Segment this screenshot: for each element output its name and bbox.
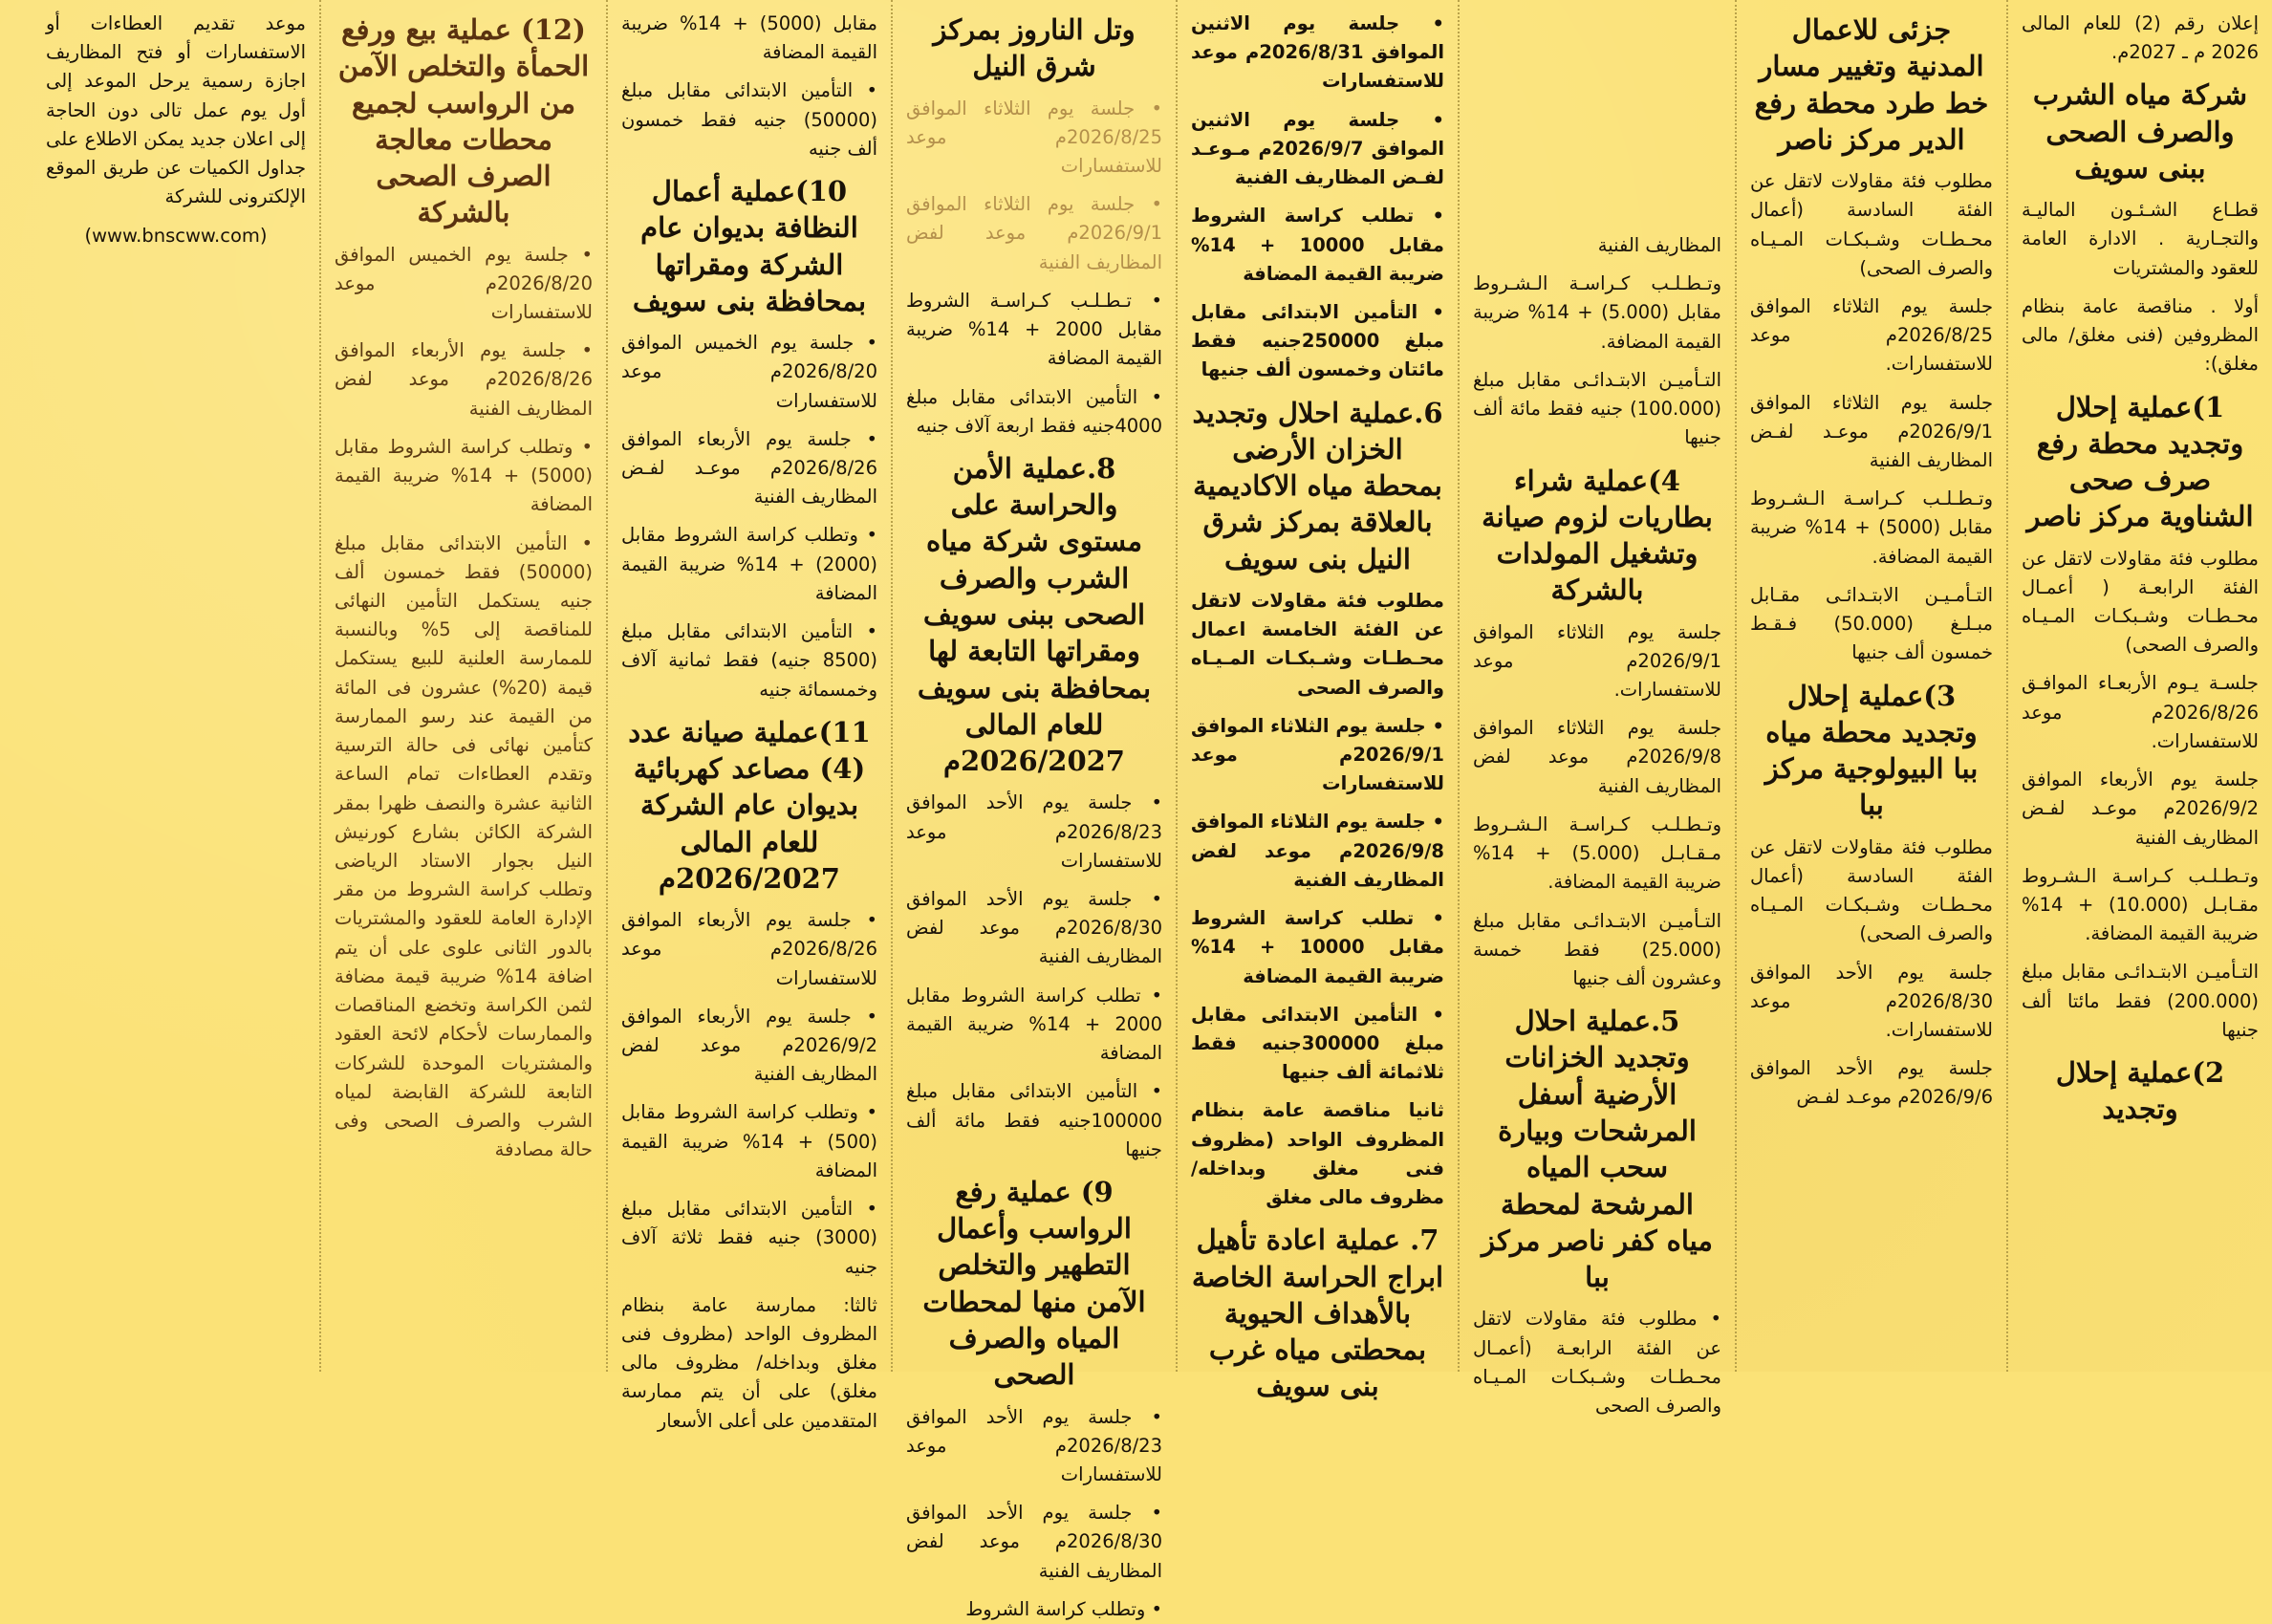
tender-paragraph: • جلسة يوم الأربعاء الموافق 2026/8/26م موعـد لفـض المظاريف الفنية [621,427,877,509]
column-4 [1176,0,1458,1403]
tender-paragraph: مطلوب فئة مقاولات لاتقل عن الفئة الرابعـة ( أعمـال محـطـات وشـبكـات المـيـاه والصرف الصحى) [2022,547,2259,657]
tender-paragraph: جلسة يوم الثلاثاء الموافق 2026/8/25م موعد للاستفسارات. [1750,294,1993,376]
tender-paragraph: ثالثا: ممارسة عامة بنظام المظروف الواحد (مظروف فنى مغلق وبداخله/ مظروف مالى مغلق) على أن يتم ممارسة المتقدمين على أعلى الأسعار [621,1293,877,1432]
column-6 [606,0,891,1432]
website-link: (www.bnscww.com) [84,224,268,247]
tender-paragraph: • وتطلب كراسة الشروط مقابل (500) + 14% ضريبة القيمة المضافة [621,1101,877,1181]
column-8 [32,0,319,1372]
tender-paragraph: • التأمين الابتدائى مقابل مبلغ 300000جنيه فقط ثلاثمائة ألف جنيها [1191,1003,1444,1084]
tender-paragraph: جلسة يوم الثلاثاء الموافق 2026/9/1م موعـد لفـض المظاريف الفنية [1750,391,1993,472]
tender-paragraph: • جلسة يوم الأربعاء الموافق 2026/8/26م موعد للاستفسارات [621,909,877,989]
tender-paragraph: التـأمـيـن الابتـدائـى مقـابل مبـلـغ (50.000) فـقـط خمسون ألف جنيها [1750,583,1993,664]
tender-paragraph: • تطلب كراسة الشروط مقابل 2000 + 14% ضريبة القيمة المضافة [906,984,1162,1065]
tender-paragraph: جلسة يوم الأحد الموافق 2026/9/6م موعـد لفـض [1750,1057,1993,1109]
tender-paragraph: المظاريف الفنية [1597,234,1721,256]
tender-heading: 8.عملية الأمن والحراسة على مستوى شركة مياه الشرب والصرف الصحى ببنى سويف ومقراتها التابعة لها بمحافظة بنى سويف للعام المالى 2026/2027م [917,451,1152,778]
tender-paragraph: • التأمين الابتدائى مقابل مبلغ 250000جنيه فقط مائتان وخمسون ألف جنيها [1191,300,1444,381]
tender-paragraph: وتـطـلـب كـراسـة الـشـروط مقابل (5.000) + 14% ضريبة القيمة المضافة. [1473,272,1721,353]
tender-heading: 5.عملية احلال وتجديد الخزانات الأرضية أسفل المرشحات وبيارة سحب المياه المرشحة لمحطة مياه كفر ناصر مركز ببا [1482,1005,1713,1294]
tender-paragraph: • التأمين الابتدائى مقابل مبلغ 4000جنيه فقط اربعة آلاف جنيه [906,385,1162,437]
tender-paragraph: • تـطـلـب كـراسـة الشروط مقابل 2000 + 14% ضريبة القيمة المضافة [906,289,1162,370]
tender-paragraph: • جلسة يوم الثلاثاء الموافق 2026/9/1م موعد لفض المظاريف الفنية [906,193,1162,273]
tender-paragraph: • جلسة يوم الخميس الموافق 2026/8/20م موعد للاستفسارات [621,332,877,412]
tender-paragraph: • جلسة يوم الأحد الموافق 2026/8/30م موعد لفض المظاريف الفنية [906,1502,1162,1582]
tender-paragraph: التـأميـن الابتـدائـى مقابل مبلغ (200.000) فقط مائتا ألف جنيها [2022,961,2259,1041]
tender-heading: وتل الناروز بمركز شرق النيل [933,13,1136,83]
tender-heading: 2)عملية إحلال وتجديد [2055,1056,2225,1126]
tender-paragraph: وتـطـلـب كـراسـة الـشـروط مـقـابـل (5.000) + 14% ضريبة القيمة المضافة. [1473,812,1722,894]
tender-heading: 11)عملية صيانة عدد (4) مصاعد كهربائية بديوان عام الشركة للعام المالى 2026/2027م [628,715,871,895]
tender-paragraph: • التأمين الابتدائى مقابل مبلغ (3000) جنيه فقط ثلاثة آلاف جنيه [621,1198,877,1278]
tender-paragraph: • جلسة يوم الأربعاء الموافق 2026/8/26م موعد لفض المظاريف الفنية [335,339,593,420]
tender-paragraph: • جلسة يوم الاثنين الموافق 2026/9/7م مـوعـد لفـض المظاريف الفنية [1191,108,1445,189]
tender-paragraph: • جلسة يوم الأربعاء الموافق 2026/9/2م موعد لفض المظاريف الفنية [621,1005,877,1086]
tender-paragraph: • جلسة يوم الأحد الموافق 2026/8/30م موعد لفض المظاريف الفنية [906,887,1162,968]
tender-paragraph: مطلوب فئة مقاولات لاتقل عن الفئة السادسة (أعمال محـطـات وشـبكـات المـيـاه والصرف الصحى) [1750,835,1993,945]
tender-heading: جزئى للاعمال المدنية وتغيير مسار خط طرد محطة رفع الدير مركز ناصر [1754,13,1989,156]
tender-paragraph: • وتطلب كراسة الشروط مقابل (2000) + 14% ضريبة القيمة المضافة [621,524,877,604]
tender-heading: 10)عملية أعمال النظافة بديوان عام الشركة ومقراتها بمحافظة بنى سويف [632,175,867,317]
tender-paragraph: • التأمين الابتدائى مقابل مبلغ (8500 جنيه) فقط ثمانية آلاف وخمسمائة جنيه [621,620,877,701]
tender-paragraph: ثانيا مناقصة عامة بنظام المظروف الواحد (مظروف فنى مغلق وبداخله/ مظروف مالى مغلق [1191,1099,1444,1209]
tender-paragraph: جلسة يوم الأربعاء الموافق 2026/9/2م موعـد لفـض المظاريف الفنية [2022,769,2259,849]
column-3 [1458,0,1735,1417]
tender-heading: 4)عملية شراء بطاريات لزوم صيانة وتشغيل المولدات بالشركة [1482,464,1713,607]
tender-paragraph: • جلسة يوم الأحد الموافق 2026/8/23م موعد للاستفسارات [906,1405,1162,1485]
tender-paragraph: وتـطـلـب كـراسـة الـشـروط مقـابـل (10.000) + 14% ضريبة القيمة المضافة. [2022,864,2259,945]
tender-paragraph: • التأمين الابتدائى مقابل مبلغ 100000جنيه فقط مائة ألف جنيها [906,1080,1162,1160]
tender-paragraph: التـأميـن الابتـدائـى مقابل مبلغ (100.000) جنيه فقط مائة ألف جنيها [1473,368,1721,449]
tender-heading: شركة مياه الشرب والصرف الصحى ببنى سويف [2032,78,2248,184]
tender-paragraph: • جلسة يوم الثلاثاء الموافق 2026/9/1م موعد للاستفسارات [1191,714,1444,795]
tender-paragraph: موعد تقديم العطاءات أو الاستفسارات أو فتح المظاريف اجازة رسمية يرحل الموعد إلى أول يوم عمل تالى دون الحاجة إلى اعلان جديد يمكن الاطلاع على جداول الكميات عن طريق الموقع الإلكترونى للشركة [46,12,306,208]
tender-paragraph: • جلسة يوم الاثنين الموافق 2026/8/31م موعد للاستفسارات [1191,12,1445,93]
tender-heading: 1)عملية إحلال وتجديد محطة رفع صرف صحى الشناوية مركز ناصر [2026,390,2254,533]
tender-paragraph: وتـطـلـب كـراسـة الـشـروط مقابل (5000) + 14% ضريبة القيمة المضافة. [1750,487,1993,568]
tender-paragraph: • تطلب كراسة الشروط مقابل 10000 + 14% ضريبة القيمة المضافة [1191,907,1444,987]
tender-paragraph: إعلان رقم (2) للعام المالى 2026 م ـ 2027م. [2022,12,2259,64]
column-7 [319,0,606,1372]
tender-paragraph: • جلسة يوم الثلاثاء الموافق 2026/9/8م موعد لفض المظاريف الفنية [1191,811,1444,891]
tender-heading: 7. عملية اعادة تأهيل ابراج الحراسة الخاصة بالأهداف الحيوية بمحطتى مياه غرب بنى سويف [1191,1223,1444,1403]
tender-paragraph: • التأمين الابتدائى مقابل مبلغ (50000) فقط خمسون ألف جنيه يستكمل التأمين النهائى للمناقصة إلى 5% وبالنسبة للممارسة العلنية للبيع يستكمل قيمة (20%) عشرون فى المائة من القيمة عند رسو الممارسة كتأمين نهائى فى حالة الترسية وتقدم العطاءات تمام الساعة الثانية عشرة والنصف ظهرا بمقر الشركة الكائن بشارع كورنيش النيل بجوار الاستاد الرياضى وتطلب كراسة الشروط من مقر الإدارة العامة للعقود والمشتريات بالدور الثانى علوى على أن يتم اضافة 14% ضريبة قيمة مضافة لثمن الكراسة وتخضع المناقصات والممارسات لأحكام لائحة العقود والمشتريات الموحدة للشركات التابعة للشركة القابضة لمياه الشرب والصرف الصحى وفى حالة مصادفة [335,531,593,1161]
tender-paragraph: قطـاع الشـئـون الماليـة والتجـارية . الادارة العامة للعقود والمشتريات [2022,199,2259,279]
tender-paragraph: • جلسة يوم الخميس الموافق 2026/8/20م موعد للاستفسارات [335,243,593,324]
tender-paragraph: • وتطلب كراسة الشروط [965,1597,1162,1620]
column-1 [2006,0,2272,1372]
tender-paragraph: التـأميـن الابتـدائـى مقابل مبلغ (25.000) فقط خمسة وعشرون ألف جنيها [1473,909,1721,989]
tender-paragraph: جلسة يوم الثلاثاء الموافق 2026/9/1م موعد للاستفسارات. [1473,620,1721,702]
tender-heading: 6.عملية احلال وتجديد الخزان الأرضى بمحطة مياه الاكاديمية بالعلاقة بمركز شرق النيل بنى سويف [1192,396,1443,575]
tender-paragraph: • التأمين الابتدائى مقابل مبلغ (50000) جنيه فقط خمسون ألف جنيه [621,79,877,160]
tender-paragraph: مطلوب فئة مقاولات لاتقل عن الفئة الخامسة اعمال محـطـات وشـبكـات المـيـاه والصرف الصحى [1191,589,1444,699]
tender-heading: 3)عملية إحلال وتجديد محطة مياه ببا البيولوجية مركز ببا [1764,679,1979,822]
column-5 [891,0,1176,1620]
tender-paragraph: • تطلب كراسة الشروط مقابل 10000 + 14% ضريبة القيمة المضافة [1191,205,1444,285]
tender-paragraph: • جلسة يوم الثلاثاء الموافق 2026/8/25م موعد للاستفسارات [906,97,1162,177]
tender-paragraph: أولا . مناقصة عامة بنظام المظروفين (فنى مغلق/ مالى مغلق): [2022,294,2259,376]
tender-paragraph: • جلسة يوم الأحد الموافق 2026/8/23م موعد للاستفسارات [906,791,1162,872]
tender-paragraph: مطلوب فئة مقاولات لاتقل عن الفئة السادسة (أعمال محـطـات وشـبكـات المـيـاه والصرف الصحى) [1750,170,1993,279]
tender-heading: (12) عملية بيع ورفع الحمأة والتخلص الآمن من الرواسب لجميع محطات معالجة الصرف الصحى بالشركة [337,13,590,229]
tender-paragraph: جلسة يوم الثلاثاء الموافق 2026/9/8م موعد لفض المظاريف الفنية [1473,717,1721,797]
column-2 [1735,0,2006,1372]
tender-heading: 9) عملية رفع الرواسب وأعمال التطهير والتخلص الآمن منها لمحطات المياه والصرف الصحى [922,1175,1146,1392]
tender-paragraph: • وتطلب كراسة الشروط مقابل (5000) + 14% ضريبة القيمة المضافة [335,435,593,516]
column-spacer [1473,10,1721,231]
tender-paragraph: • مطلوب فئة مقاولات لاتقل عن الفئة الرابعـة (أعمـال محـطـات وشـبكـات المـيـاه والصرف الصحى [1473,1308,1721,1417]
tender-paragraph: مقابل (5000) + 14% ضريبة القيمة المضافة [621,12,877,64]
tender-paragraph: جلسـة يـوم الأربعـاء الموافـق 2026/8/26م موعد للاستفسارات. [2022,672,2259,752]
tender-paragraph: جلسة يوم الأحد الموافق 2026/8/30م موعد للاستفسارات. [1750,961,1993,1041]
